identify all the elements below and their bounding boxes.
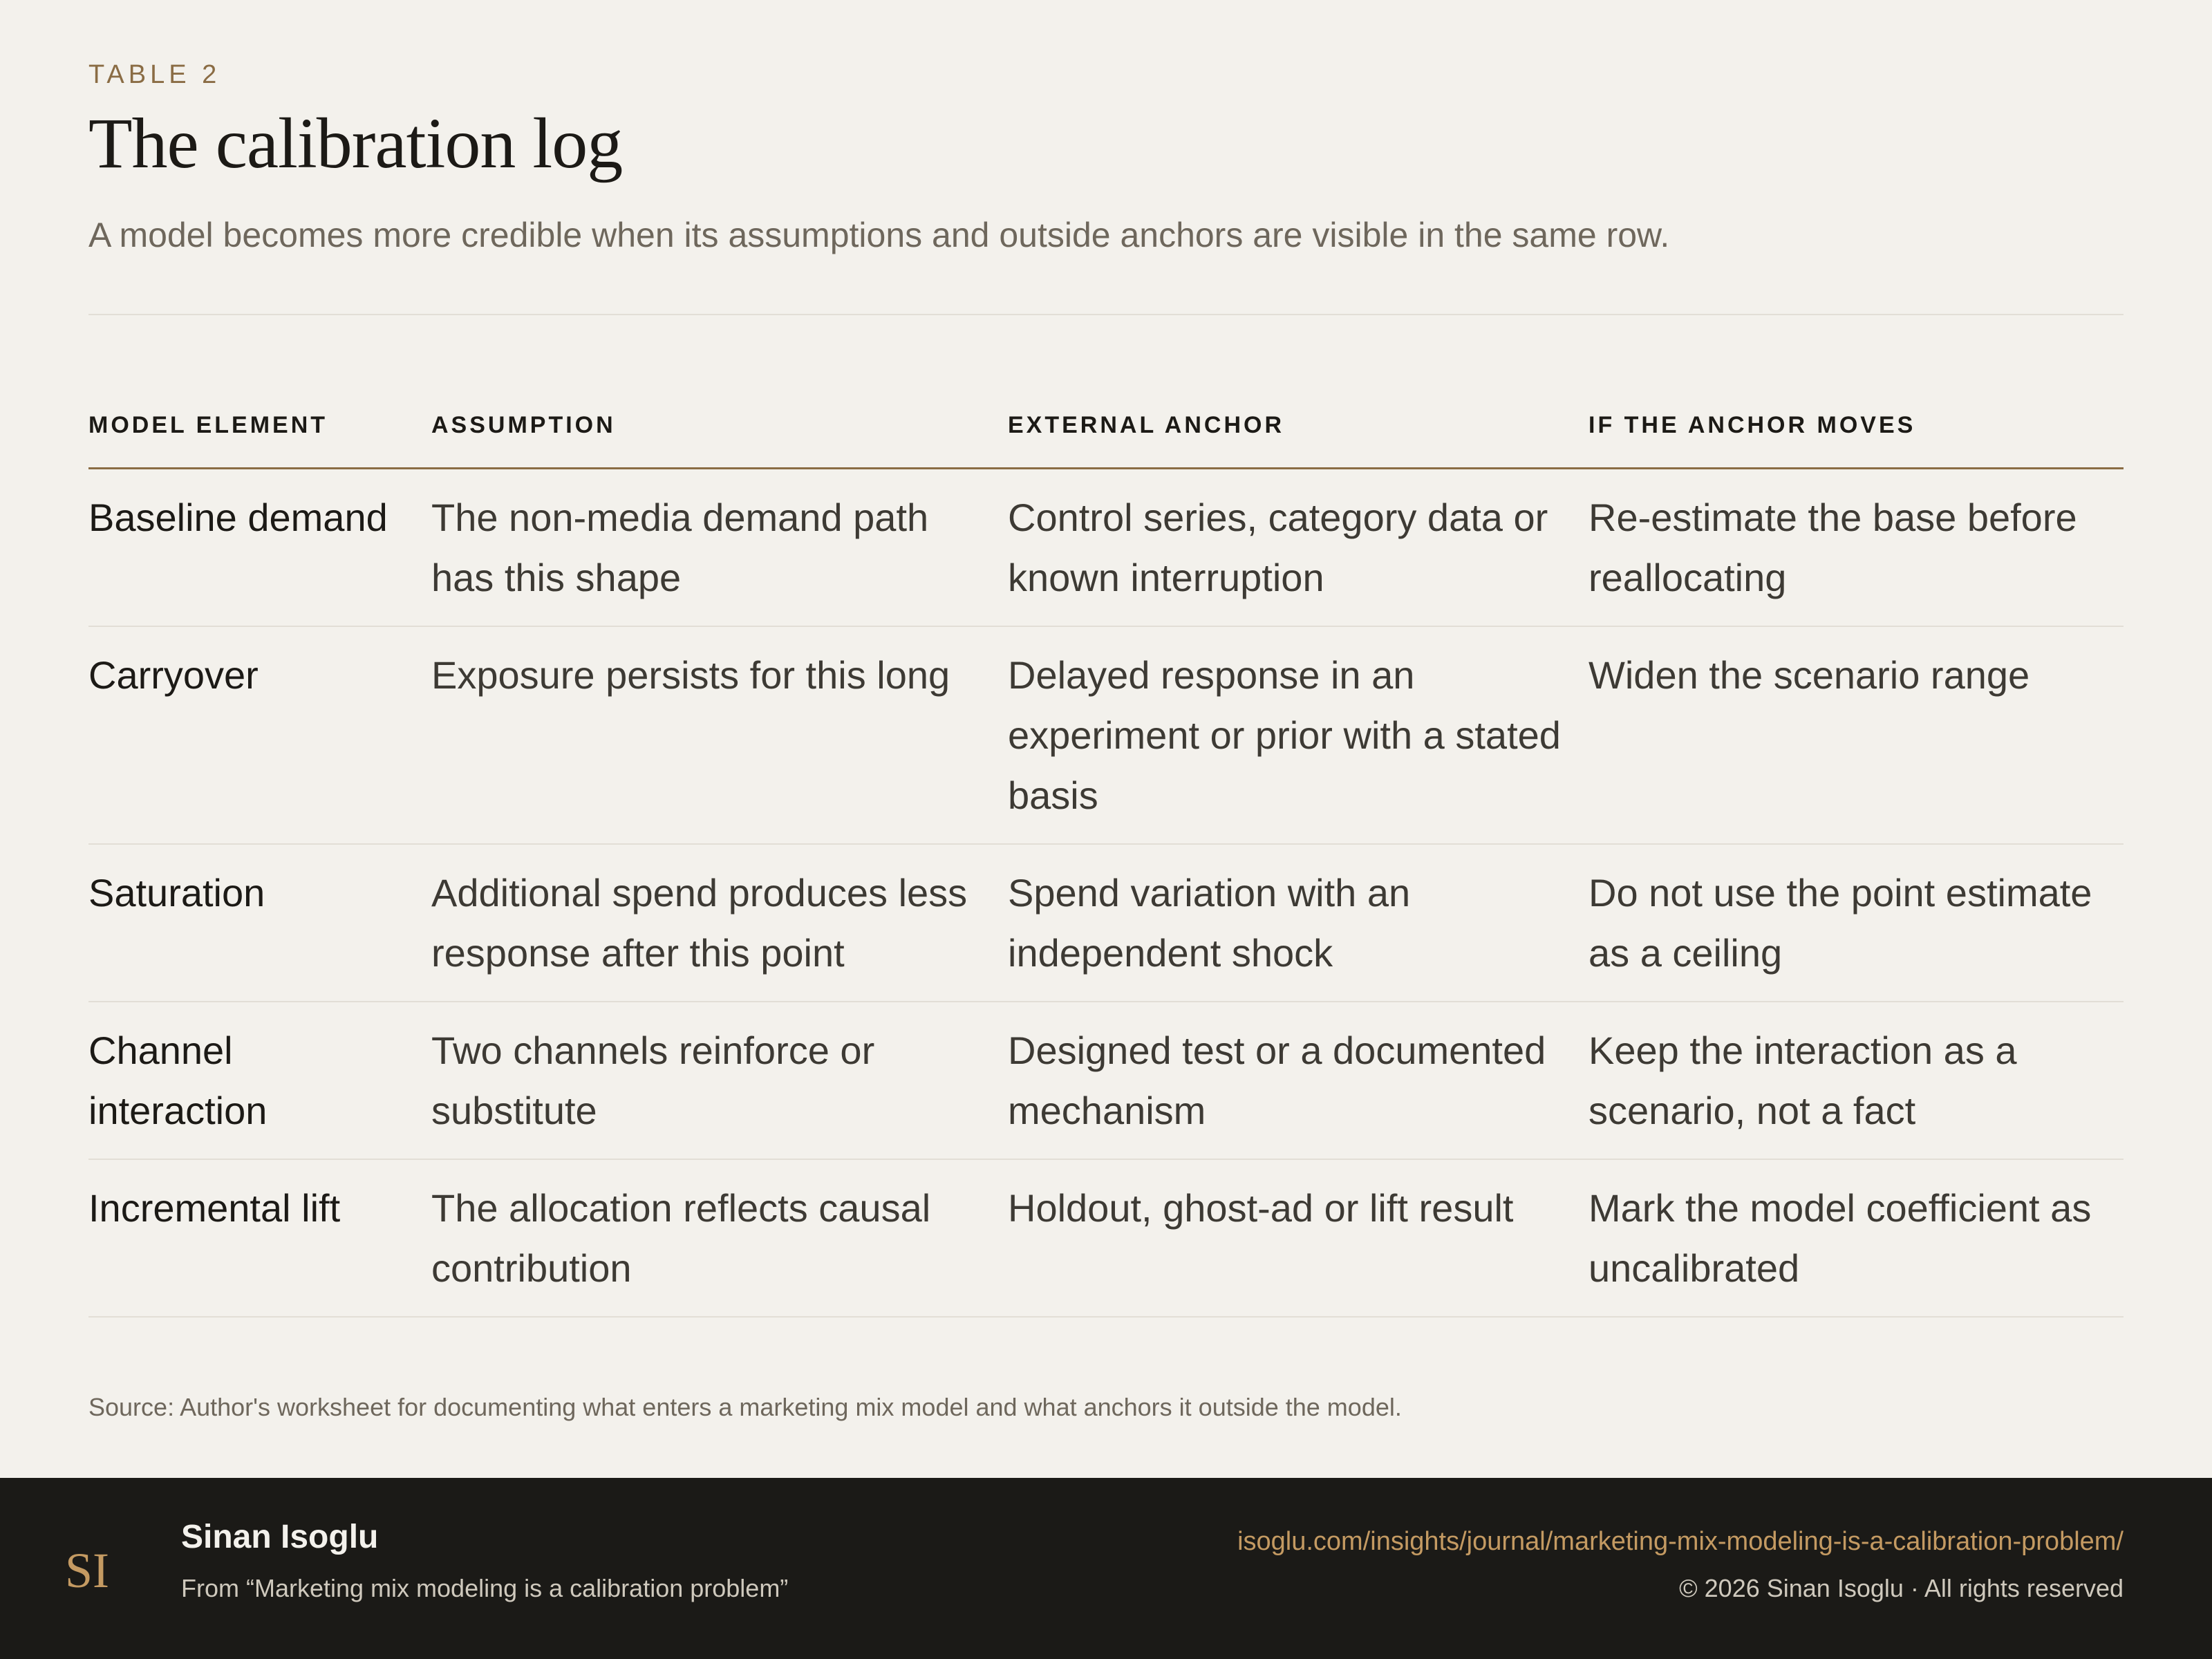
assumption-cell: Exposure persists for this long [431, 626, 1008, 844]
source-note: Source: Author's worksheet for documenting what enters a marketing mix model and what anchors it outside the model. [88, 1393, 1402, 1421]
article-url-link[interactable]: isoglu.com/insights/journal/marketing-mix-modeling-is-a-calibration-problem/ [1237, 1527, 2124, 1556]
assumption-cell: The allocation reflects causal contribution [431, 1159, 1008, 1317]
calibration-table [88, 395, 2124, 1318]
table-row [88, 844, 2124, 1002]
anchor-moves-cell: Widen the scenario range [1588, 626, 2124, 844]
model-element-cell: Baseline demand [88, 469, 431, 627]
column-header-if-anchor-moves: IF THE ANCHOR MOVES [1588, 395, 2124, 469]
assumption-cell: Two channels reinforce or substitute [431, 1002, 1008, 1159]
external-anchor-cell: Delayed response in an experiment or prior with a stated basis [1008, 626, 1588, 844]
author-monogram-logo [64, 1539, 119, 1601]
page-subtitle: A model becomes more credible when its assumptions and outside anchors are visible in the same row. [88, 216, 1670, 254]
anchor-moves-cell: Do not use the point estimate as a ceiling [1588, 844, 2124, 1002]
header-divider [88, 314, 2124, 315]
author-name: Sinan Isoglu [181, 1519, 379, 1555]
anchor-moves-cell: Mark the model coefficient as uncalibrated [1588, 1159, 2124, 1317]
table-header-row [88, 395, 2124, 469]
assumption-cell: Additional spend produces less response after this point [431, 844, 1008, 1002]
external-anchor-cell: Holdout, ghost-ad or lift result [1008, 1159, 1588, 1317]
anchor-moves-cell: Re-estimate the base before reallocating [1588, 469, 2124, 627]
model-element-cell: Saturation [88, 844, 431, 1002]
column-header-assumption: ASSUMPTION [431, 395, 1008, 469]
anchor-moves-cell: Keep the interaction as a scenario, not a fact [1588, 1002, 2124, 1159]
footer [0, 1478, 2212, 1659]
table-row [88, 626, 2124, 844]
article-reference: From “Marketing mix modeling is a calibration problem” [181, 1574, 789, 1602]
table-row [88, 1159, 2124, 1317]
model-element-cell: Channel interaction [88, 1002, 431, 1159]
table-number-label: TABLE 2 [88, 60, 221, 89]
column-header-external-anchor: EXTERNAL ANCHOR [1008, 395, 1588, 469]
assumption-cell: The non-media demand path has this shape [431, 469, 1008, 627]
column-header-model-element: MODEL ELEMENT [88, 395, 431, 469]
page-title: The calibration log [88, 104, 623, 183]
external-anchor-cell: Control series, category data or known interruption [1008, 469, 1588, 627]
table-row [88, 469, 2124, 627]
table-row [88, 1002, 2124, 1159]
external-anchor-cell: Designed test or a documented mechanism [1008, 1002, 1588, 1159]
external-anchor-cell: Spend variation with an independent shock [1008, 844, 1588, 1002]
model-element-cell: Incremental lift [88, 1159, 431, 1317]
copyright-notice: © 2026 Sinan Isoglu · All rights reserved [1679, 1574, 2124, 1602]
svg-text:SI: SI [65, 1543, 110, 1598]
model-element-cell: Carryover [88, 626, 431, 844]
